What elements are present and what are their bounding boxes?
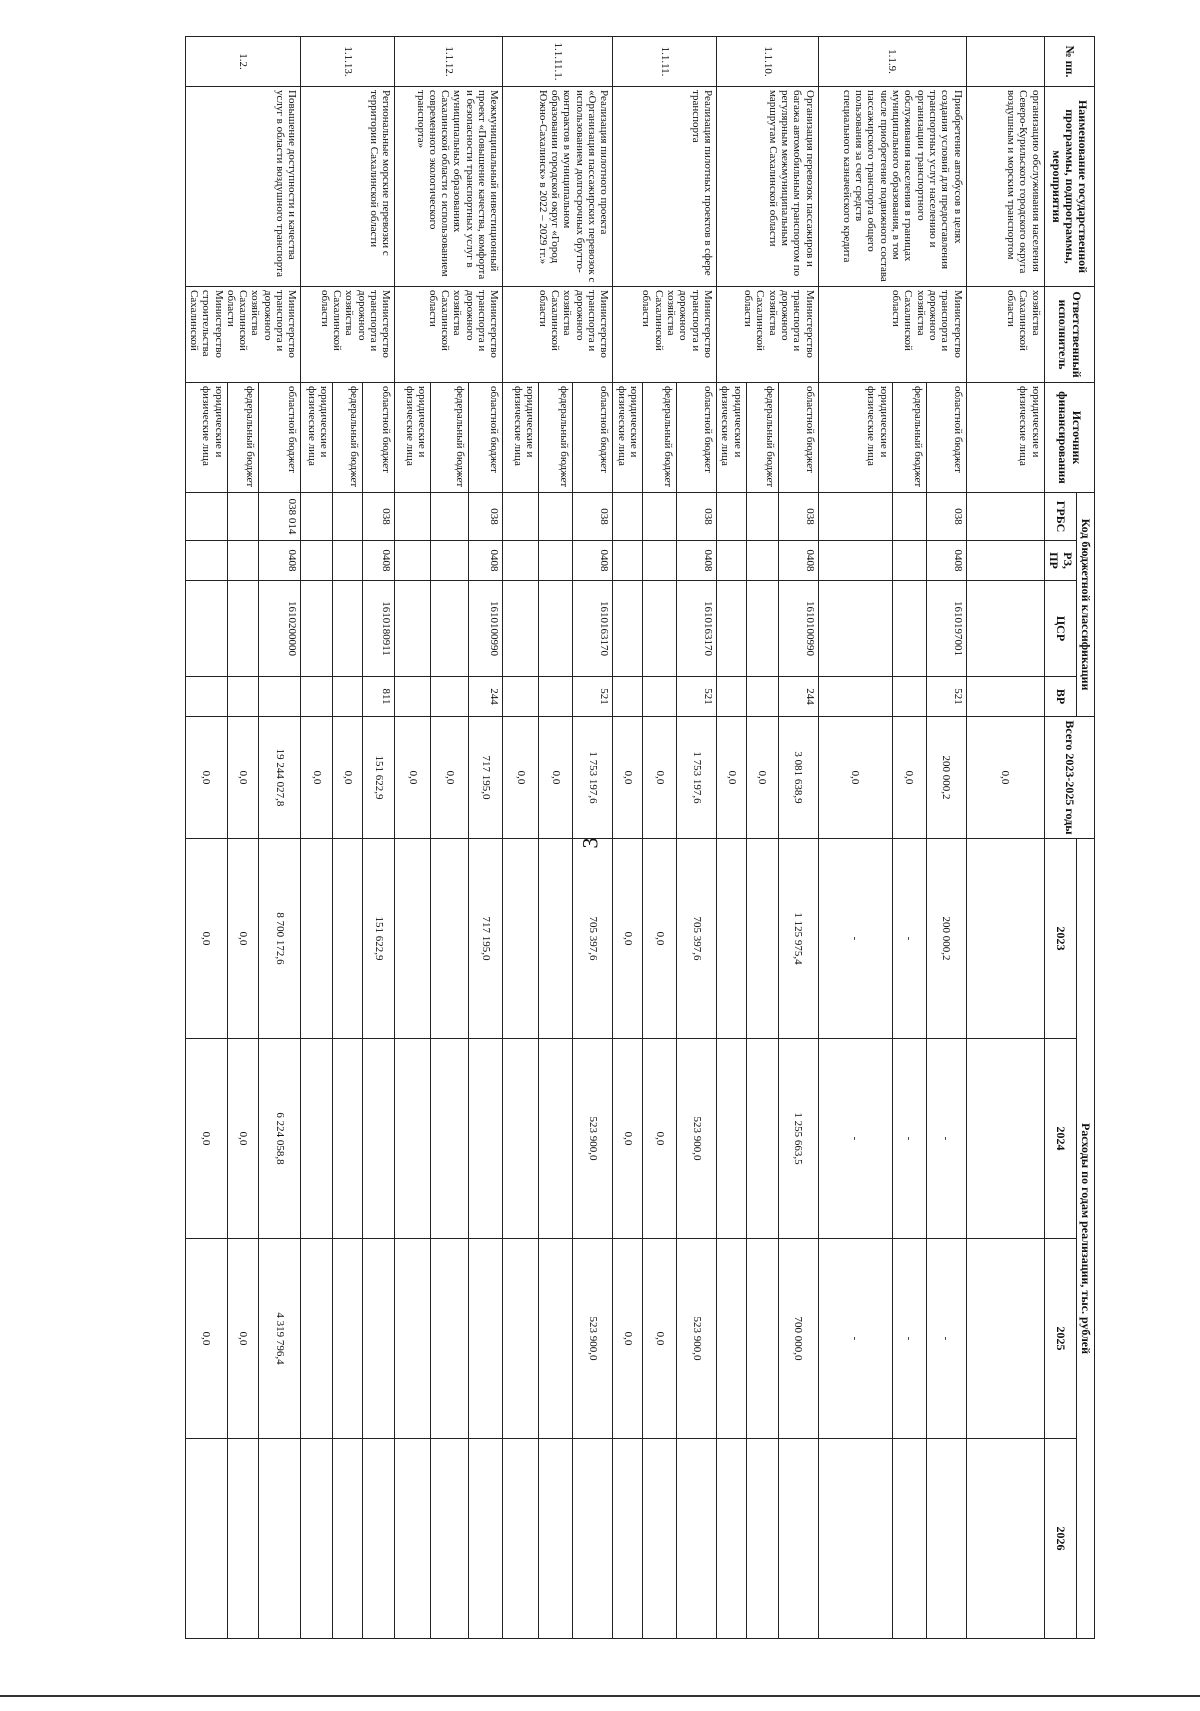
row-source: юридические и физические лица: [503, 383, 539, 493]
row-2025: [503, 1239, 539, 1439]
row-2024: 6 224 058,8: [259, 1039, 301, 1239]
row-source: федеральный бюджет: [746, 383, 778, 493]
row-2025: [431, 1239, 469, 1439]
header-code-group: Код бюджетной классификации: [1076, 493, 1094, 717]
row-2024: [431, 1039, 469, 1239]
row-2025: [539, 1239, 573, 1439]
row-grbs: [643, 493, 677, 541]
row-rzpr: 0408: [677, 541, 717, 581]
row-2023: [746, 839, 778, 1039]
row-source: федеральный бюджет: [431, 383, 469, 493]
table-row: [778, 37, 818, 1639]
header-name: Наименование государственной программы, подпрограммы, мероприятия: [1044, 87, 1094, 287]
row-source: федеральный бюджет: [227, 383, 259, 493]
row-grbs: [613, 493, 643, 541]
row-source: юридические и физические лица: [301, 383, 333, 493]
header-2024: 2024: [1044, 1039, 1076, 1239]
row-2026: [613, 1439, 643, 1639]
row-2023: [395, 839, 431, 1039]
row-total: 0,0: [503, 717, 539, 839]
row-executor: Министерство транспорта и дорожного хозяйства Сахалинской области: [301, 287, 395, 383]
row-name: Реализация пилотных проектов в сфере транспорта: [613, 87, 717, 287]
row-source: областной бюджет: [259, 383, 301, 493]
row-rzpr: [643, 541, 677, 581]
row-2025: -: [926, 1239, 966, 1439]
row-number: 1.1.11.: [613, 37, 717, 87]
row-source: областной бюджет: [573, 383, 613, 493]
row-2026: [892, 1439, 926, 1639]
row-2025: [363, 1239, 395, 1439]
row-2025: 4 319 796,4: [259, 1239, 301, 1439]
row-2025: 0,0: [185, 1239, 227, 1439]
row-grbs: [892, 493, 926, 541]
row-2023: -: [818, 839, 892, 1039]
row-csr: [395, 581, 431, 677]
row-vr: [643, 677, 677, 717]
row-grbs: [301, 493, 333, 541]
row-rzpr: [431, 541, 469, 581]
bottom-rule: [0, 1695, 1200, 1697]
row-csr: 1610163170: [677, 581, 717, 677]
row-total: 1 753 197,6: [573, 717, 613, 839]
row-rzpr: [717, 541, 747, 581]
row-rzpr: [746, 541, 778, 581]
row-csr: [539, 581, 573, 677]
row-total: 717 195,0: [469, 717, 503, 839]
row-2025: -: [818, 1239, 892, 1439]
row-name: Реализация пилотного проекта «Организация пассажирских перевозок с использованием долгосрочных брутто-контрактов в муниципальном образовании городской округ «Город Южно-Сахалинск» в 2022 – 2029 гг.»: [503, 87, 613, 287]
row-source: областной бюджет: [469, 383, 503, 493]
row-csr: [818, 581, 892, 677]
budget-table: [185, 36, 1095, 1639]
row-2026: [301, 1439, 333, 1639]
row-2026: [717, 1439, 747, 1639]
row-2024: 0,0: [227, 1039, 259, 1239]
row-2024: [503, 1039, 539, 1239]
row-rzpr: [227, 541, 259, 581]
row-total: 151 622,9: [363, 717, 395, 839]
row-csr: 1610180911: [363, 581, 395, 677]
row-source: областной бюджет: [677, 383, 717, 493]
row-2025: [395, 1239, 431, 1439]
row-grbs: 038: [677, 493, 717, 541]
row-2024: [966, 1039, 1044, 1239]
row-rzpr: [818, 541, 892, 581]
table-body: [185, 37, 1044, 1639]
row-2025: [966, 1239, 1044, 1439]
row-2023: [301, 839, 333, 1039]
row-2023: 0,0: [613, 839, 643, 1039]
row-grbs: 038: [778, 493, 818, 541]
row-vr: [503, 677, 539, 717]
row-vr: [746, 677, 778, 717]
row-csr: [966, 581, 1044, 677]
row-grbs: 038: [573, 493, 613, 541]
row-2026: [259, 1439, 301, 1639]
row-source: федеральный бюджет: [539, 383, 573, 493]
row-total: 0,0: [892, 717, 926, 839]
table-row: [259, 37, 301, 1639]
row-rzpr: [395, 541, 431, 581]
row-2026: [778, 1439, 818, 1639]
row-vr: 244: [778, 677, 818, 717]
row-2026: [185, 1439, 227, 1639]
row-2025: [717, 1239, 747, 1439]
row-csr: [892, 581, 926, 677]
row-csr: 1610100990: [469, 581, 503, 677]
row-2023: 1 125 975,4: [778, 839, 818, 1039]
row-csr: [503, 581, 539, 677]
row-vr: [227, 677, 259, 717]
row-2023: 717 195,0: [469, 839, 503, 1039]
row-2024: 1 255 663,5: [778, 1039, 818, 1239]
row-total: 0,0: [185, 717, 227, 839]
row-total: 0,0: [818, 717, 892, 839]
row-csr: [301, 581, 333, 677]
row-vr: 521: [926, 677, 966, 717]
row-grbs: [966, 493, 1044, 541]
row-2023: 705 397,6: [573, 839, 613, 1039]
row-total: 0,0: [539, 717, 573, 839]
row-2026: [333, 1439, 363, 1639]
row-total: 3 081 638,9: [778, 717, 818, 839]
row-2024: [469, 1039, 503, 1239]
row-vr: 244: [469, 677, 503, 717]
row-rzpr: [892, 541, 926, 581]
row-2024: 0,0: [613, 1039, 643, 1239]
row-grbs: [746, 493, 778, 541]
row-name: организацию обслуживания населения Северо-Курильского городского округа воздушным и морским транспортом: [966, 87, 1044, 287]
row-source: юридические и физические лица: [613, 383, 643, 493]
row-2023: [966, 839, 1044, 1039]
row-vr: [613, 677, 643, 717]
row-csr: 1610200000: [259, 581, 301, 677]
row-rzpr: 0408: [573, 541, 613, 581]
row-grbs: [185, 493, 227, 541]
table-row: [363, 37, 395, 1639]
row-2026: [966, 1439, 1044, 1639]
row-vr: [301, 677, 333, 717]
row-executor: Министерство транспорта и дорожного хозяйства Сахалинской области: [818, 287, 966, 383]
row-number: 1.1.10.: [717, 37, 819, 87]
row-source: юридические и физические лица: [717, 383, 747, 493]
row-executor: Министерство транспорта и дорожного хозяйства Сахалинской области: [395, 287, 503, 383]
row-2023: [539, 839, 573, 1039]
row-2023: 0,0: [185, 839, 227, 1039]
row-vr: [431, 677, 469, 717]
row-2023: 0,0: [643, 839, 677, 1039]
row-total: 0,0: [643, 717, 677, 839]
row-executor: Министерство транспорта и дорожного хозяйства Сахалинской области: [717, 287, 819, 383]
row-grbs: 038: [926, 493, 966, 541]
row-vr: [717, 677, 747, 717]
row-executor: Министерство транспорта и дорожного хозяйства Сахалинской области: [503, 287, 613, 383]
row-vr: [892, 677, 926, 717]
page-number: 3: [577, 837, 603, 849]
row-grbs: [539, 493, 573, 541]
row-2025: 523 900,0: [677, 1239, 717, 1439]
row-2026: [643, 1439, 677, 1639]
row-csr: [185, 581, 227, 677]
table-row: [573, 37, 613, 1639]
row-executor: Министерство транспорта и дорожного хозяйства Сахалинской области Министерство строительства Сахалинской: [185, 287, 301, 383]
row-csr: [227, 581, 259, 677]
row-2025: 700 000,0: [778, 1239, 818, 1439]
row-grbs: [818, 493, 892, 541]
row-2026: [677, 1439, 717, 1639]
row-grbs: [227, 493, 259, 541]
row-source: юридические и физические лица: [818, 383, 892, 493]
row-rzpr: [613, 541, 643, 581]
header-no: № пп.: [1044, 37, 1094, 87]
row-rzpr: [333, 541, 363, 581]
row-executor: хозяйства Сахалинской области: [966, 287, 1044, 383]
row-source: областной бюджет: [363, 383, 395, 493]
table-row: [926, 37, 966, 1639]
row-2024: 0,0: [185, 1039, 227, 1239]
header-csr: ЦСР: [1044, 581, 1076, 677]
row-2023: [503, 839, 539, 1039]
row-2024: [363, 1039, 395, 1239]
header-vr: ВР: [1044, 677, 1076, 717]
row-number: 1.1.9.: [818, 37, 966, 87]
row-2024: [333, 1039, 363, 1239]
row-grbs: 038: [469, 493, 503, 541]
row-2026: [503, 1439, 539, 1639]
table-row: [469, 37, 503, 1639]
row-csr: 1610197001: [926, 581, 966, 677]
header-rzpr: РЗ, ПР: [1044, 541, 1076, 581]
row-name: Межмуниципальный инвестиционный проект «Повышение качества, комфорта и безопасности транспортных услуг в муниципальных образованиях Сахалинской области с использованием современного экологического транспорта»: [395, 87, 503, 287]
row-2024: -: [892, 1039, 926, 1239]
row-csr: 1610163170: [573, 581, 613, 677]
header-total: Всего 2023-2025 годы: [1044, 717, 1094, 839]
row-csr: [613, 581, 643, 677]
row-csr: [717, 581, 747, 677]
row-number: 1.1.13.: [301, 37, 395, 87]
row-2025: [301, 1239, 333, 1439]
row-source: юридические и физические лица: [395, 383, 431, 493]
row-rzpr: [966, 541, 1044, 581]
row-total: 0,0: [227, 717, 259, 839]
row-total: 0,0: [333, 717, 363, 839]
budget-table-rotated: [135, 36, 1095, 1638]
row-2026: [818, 1439, 892, 1639]
row-grbs: [431, 493, 469, 541]
row-csr: 1610100990: [778, 581, 818, 677]
row-2026: [746, 1439, 778, 1639]
row-vr: [966, 677, 1044, 717]
row-name: Приобретение автобусов в целях создания условий для предоставления транспортных услуг населению и организации транспортного обслуживания населения в границах муниципального образования, в том числе приобретение подвижного состава пассажирского транспорта общего пользования за счет средств специального казначейского кредита: [818, 87, 966, 287]
row-csr: [746, 581, 778, 677]
row-csr: [431, 581, 469, 677]
row-2024: [395, 1039, 431, 1239]
row-2023: -: [892, 839, 926, 1039]
row-2023: 151 622,9: [363, 839, 395, 1039]
row-2025: 523 900,0: [573, 1239, 613, 1439]
row-2026: [573, 1439, 613, 1639]
row-source: федеральный бюджет: [892, 383, 926, 493]
header-source: Источник финансирования: [1044, 383, 1094, 493]
row-rzpr: [301, 541, 333, 581]
row-total: 0,0: [613, 717, 643, 839]
row-total: 0,0: [395, 717, 431, 839]
row-2024: [301, 1039, 333, 1239]
row-vr: [539, 677, 573, 717]
row-vr: [259, 677, 301, 717]
row-csr: [333, 581, 363, 677]
row-grbs: 038 014: [259, 493, 301, 541]
row-vr: 521: [677, 677, 717, 717]
row-2026: [431, 1439, 469, 1639]
row-2026: [539, 1439, 573, 1639]
row-2024: [746, 1039, 778, 1239]
row-2025: 0,0: [613, 1239, 643, 1439]
row-2025: 0,0: [643, 1239, 677, 1439]
row-2024: -: [926, 1039, 966, 1239]
row-2025: [333, 1239, 363, 1439]
row-source: юридические и физические лица: [185, 383, 227, 493]
header-2026: 2026: [1044, 1439, 1076, 1639]
row-name: Региональные морские перевозки с территории Сахалинской области: [301, 87, 395, 287]
row-2024: 523 900,0: [573, 1039, 613, 1239]
row-2025: -: [892, 1239, 926, 1439]
row-2024: [717, 1039, 747, 1239]
row-source: федеральный бюджет: [643, 383, 677, 493]
header-grbs: ГРБС: [1044, 493, 1076, 541]
table-row: [966, 37, 1044, 1639]
header-2023: 2023: [1044, 839, 1076, 1039]
row-grbs: [503, 493, 539, 541]
row-2025: [746, 1239, 778, 1439]
row-2023: [333, 839, 363, 1039]
row-number: 1.2.: [185, 37, 301, 87]
row-2023: 0,0: [227, 839, 259, 1039]
row-vr: [185, 677, 227, 717]
row-number: [966, 37, 1044, 87]
row-total: 19 244 027,8: [259, 717, 301, 839]
row-2024: 523 900,0: [677, 1039, 717, 1239]
row-source: областной бюджет: [926, 383, 966, 493]
row-2023: 8 700 172,6: [259, 839, 301, 1039]
row-rzpr: [539, 541, 573, 581]
row-source: юридические и физические лица: [966, 383, 1044, 493]
row-rzpr: 0408: [259, 541, 301, 581]
table-row: [677, 37, 717, 1639]
row-rzpr: [503, 541, 539, 581]
row-name: Повышение доступности и качества услуг в области воздушного транспорта: [185, 87, 301, 287]
row-rzpr: 0408: [926, 541, 966, 581]
row-total: 200 000,2: [926, 717, 966, 839]
row-2023: [431, 839, 469, 1039]
row-2023: 705 397,6: [677, 839, 717, 1039]
row-vr: [818, 677, 892, 717]
row-grbs: [395, 493, 431, 541]
row-number: 1.1.11.1.: [503, 37, 613, 87]
row-rzpr: 0408: [469, 541, 503, 581]
row-2023: [717, 839, 747, 1039]
row-2026: [227, 1439, 259, 1639]
row-rzpr: 0408: [363, 541, 395, 581]
header-years-group: Расходы по годам реализации, тыс. рублей: [1076, 839, 1094, 1639]
row-2024: -: [818, 1039, 892, 1239]
row-2026: [926, 1439, 966, 1639]
row-grbs: [717, 493, 747, 541]
row-rzpr: 0408: [778, 541, 818, 581]
row-source: федеральный бюджет: [333, 383, 363, 493]
row-total: 0,0: [966, 717, 1044, 839]
header-2025: 2025: [1044, 1239, 1076, 1439]
header-executor: Ответственный исполнитель: [1044, 287, 1094, 383]
row-2026: [469, 1439, 503, 1639]
row-2024: [539, 1039, 573, 1239]
row-total: 0,0: [301, 717, 333, 839]
row-2025: [469, 1239, 503, 1439]
row-total: 0,0: [746, 717, 778, 839]
row-number: 1.1.12.: [395, 37, 503, 87]
row-total: 0,0: [717, 717, 747, 839]
row-vr: [395, 677, 431, 717]
row-executor: Министерство транспорта и дорожного хозяйства Сахалинской области: [613, 287, 717, 383]
row-total: 1 753 197,6: [677, 717, 717, 839]
row-total: 0,0: [431, 717, 469, 839]
row-rzpr: [185, 541, 227, 581]
row-2026: [363, 1439, 395, 1639]
row-vr: 521: [573, 677, 613, 717]
row-csr: [643, 581, 677, 677]
row-2026: [395, 1439, 431, 1639]
row-vr: [333, 677, 363, 717]
row-source: областной бюджет: [778, 383, 818, 493]
row-2024: 0,0: [643, 1039, 677, 1239]
row-grbs: [333, 493, 363, 541]
row-2025: 0,0: [227, 1239, 259, 1439]
row-vr: 811: [363, 677, 395, 717]
row-2023: 200 000,2: [926, 839, 966, 1039]
row-name: Организация перевозок пассажиров и багажа автомобильным транспортом по регулярным межмуниципальным маршрутам Сахалинской области: [717, 87, 819, 287]
row-grbs: 038: [363, 493, 395, 541]
